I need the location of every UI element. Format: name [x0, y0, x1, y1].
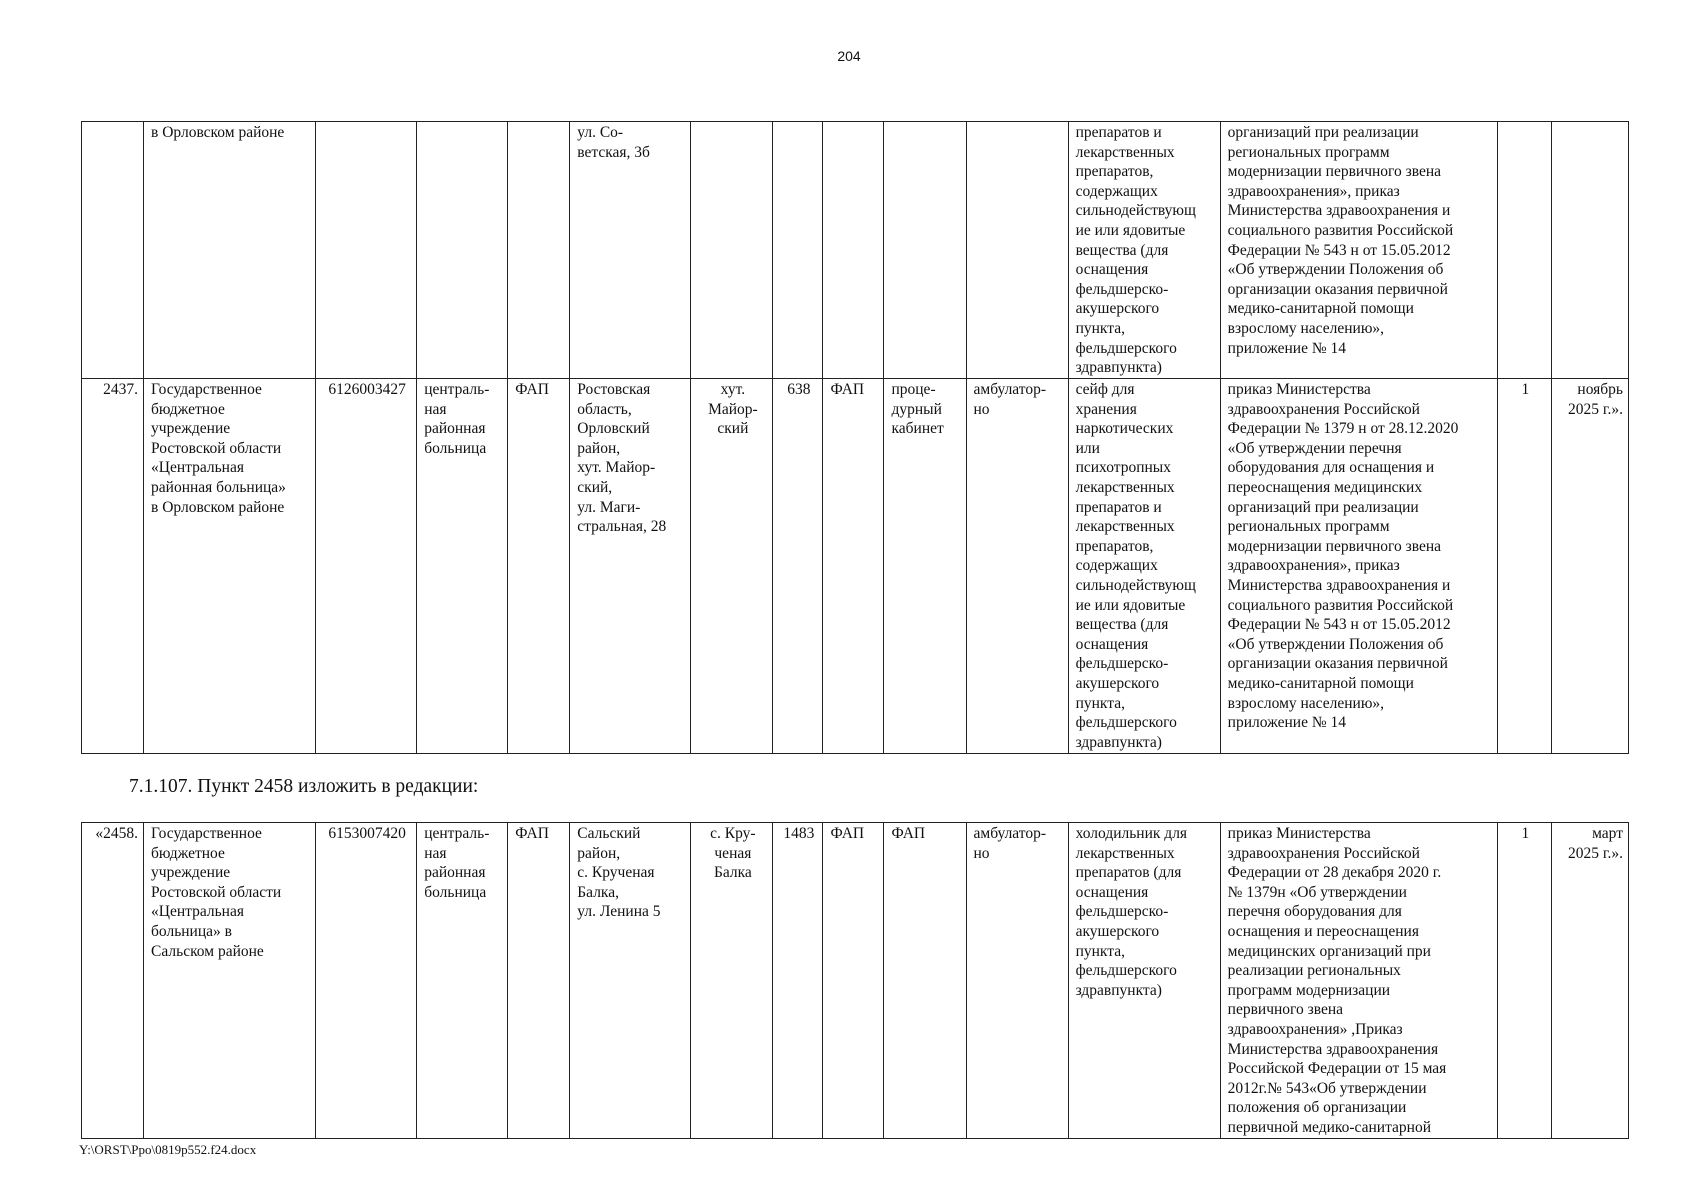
facility-type-cell: ФАП	[508, 379, 570, 754]
deadline-cell: март 2025 г.».	[1551, 823, 1628, 1139]
org-type-cell: централь- ная районная больница	[417, 379, 508, 754]
unit-cell	[823, 122, 884, 379]
facility-type-cell	[508, 122, 570, 379]
quantity-cell: 1	[1497, 823, 1551, 1139]
deadline-cell: ноябрь 2025 г.».	[1551, 379, 1628, 754]
organization-cell: Государственное бюджетное учреждение Ростовской области «Центральная районная больница» в Орловском районе	[144, 379, 316, 754]
table-row	[82, 122, 1629, 379]
row-number-cell: 2437.	[82, 379, 144, 754]
row-number-cell: «2458.	[82, 823, 144, 1139]
department-cell: ФАП	[884, 823, 966, 1139]
locality-cell: хут. Майор- ский	[691, 379, 773, 754]
care-form-cell: амбулатор- но	[966, 379, 1068, 754]
registry-table-amendment	[81, 822, 1629, 1139]
table-row	[82, 823, 1629, 1139]
facility-type-cell: ФАП	[508, 823, 570, 1139]
inn-cell: 6153007420	[316, 823, 417, 1139]
legal-basis-cell: приказ Министерства здравоохранения Российской Федерации от 28 декабря 2020 г. № 1379н «Об утверждении перечня оборудования для оснащения и переоснащения медицинских организаций при реализации региональных программ модернизации первичного звена здравоохранения» ,Приказ Министерства здравоохранения Российской Федерации от 15 мая 2012г.№ 543«Об утверждении положения об организации первичной медико-санитарной	[1220, 823, 1497, 1139]
department-cell: проце- дурный кабинет	[884, 379, 966, 754]
department-cell	[884, 122, 966, 379]
inn-cell	[316, 122, 417, 379]
table-row	[82, 379, 1629, 754]
care-form-cell	[966, 122, 1068, 379]
row-number-cell	[82, 122, 144, 379]
legal-basis-cell: организаций при реализации региональных программ модернизации первичного звена здравоохранения», приказ Министерства здравоохранения и социального развития Российской Федерации № 543 н от 15.05.2012 «Об утверждении Положения об организации оказания первичной медико-санитарной помощи взрослому населению», приложение № 14	[1220, 122, 1497, 379]
code-cell: 1483	[773, 823, 823, 1139]
equipment-cell: препаратов и лекарственных препаратов, содержащих сильнодействующ ие или ядовитые вещества (для оснащения фельдшерско- акушерского пункта, фельдшерского здравпункта)	[1068, 122, 1220, 379]
code-cell: 638	[773, 379, 823, 754]
inn-cell: 6126003427	[316, 379, 417, 754]
address-cell: Сальский район, с. Крученая Балка, ул. Ленина 5	[570, 823, 691, 1139]
equipment-cell: сейф для хранения наркотических или психотропных лекарственных препаратов и лекарственных препаратов, содержащих сильнодействующ ие или ядовитые вещества (для оснащения фельдшерско- акушерского пункта, фельдшерского здравпункта)	[1068, 379, 1220, 754]
amendment-paragraph: 7.1.107. Пункт 2458 изложить в редакции:	[129, 776, 479, 797]
organization-cell: Государственное бюджетное учреждение Ростовской области «Центральная больница» в Сальском районе	[144, 823, 316, 1139]
locality-cell	[691, 122, 773, 379]
equipment-cell: холодильник для лекарственных препаратов (для оснащения фельдшерско- акушерского пункта, фельдшерского здравпункта)	[1068, 823, 1220, 1139]
deadline-cell	[1551, 122, 1628, 379]
address-cell: ул. Со- ветская, 3б	[570, 122, 691, 379]
quantity-cell: 1	[1497, 379, 1551, 754]
org-type-cell: централь- ная районная больница	[417, 823, 508, 1139]
registry-table-continuation	[81, 121, 1629, 754]
locality-cell: с. Кру- ченая Балка	[691, 823, 773, 1139]
legal-basis-cell: приказ Министерства здравоохранения Российской Федерации № 1379 н от 28.12.2020 «Об утверждении перечня оборудования для оснащения и переоснащения медицинских организаций при реализации региональных программ модернизации первичного звена здравоохранения», приказ Министерства здравоохранения и социального развития Российской Федерации № 543 н от 15.05.2012 «Об утверждении Положения об организации оказания первичной медико-санитарной помощи взрослому населению», приложение № 14	[1220, 379, 1497, 754]
care-form-cell: амбулатор- но	[966, 823, 1068, 1139]
code-cell	[773, 122, 823, 379]
organization-cell: в Орловском районе	[144, 122, 316, 379]
org-type-cell	[417, 122, 508, 379]
address-cell: Ростовская область, Орловский район, хут. Майор- ский, ул. Маги- стральная, 28	[570, 379, 691, 754]
page-number: 204	[837, 48, 861, 64]
unit-cell: ФАП	[823, 379, 884, 754]
unit-cell: ФАП	[823, 823, 884, 1139]
document-file-path: Y:\ORST\Ppo\0819p552.f24.docx	[79, 1142, 257, 1157]
quantity-cell	[1497, 122, 1551, 379]
